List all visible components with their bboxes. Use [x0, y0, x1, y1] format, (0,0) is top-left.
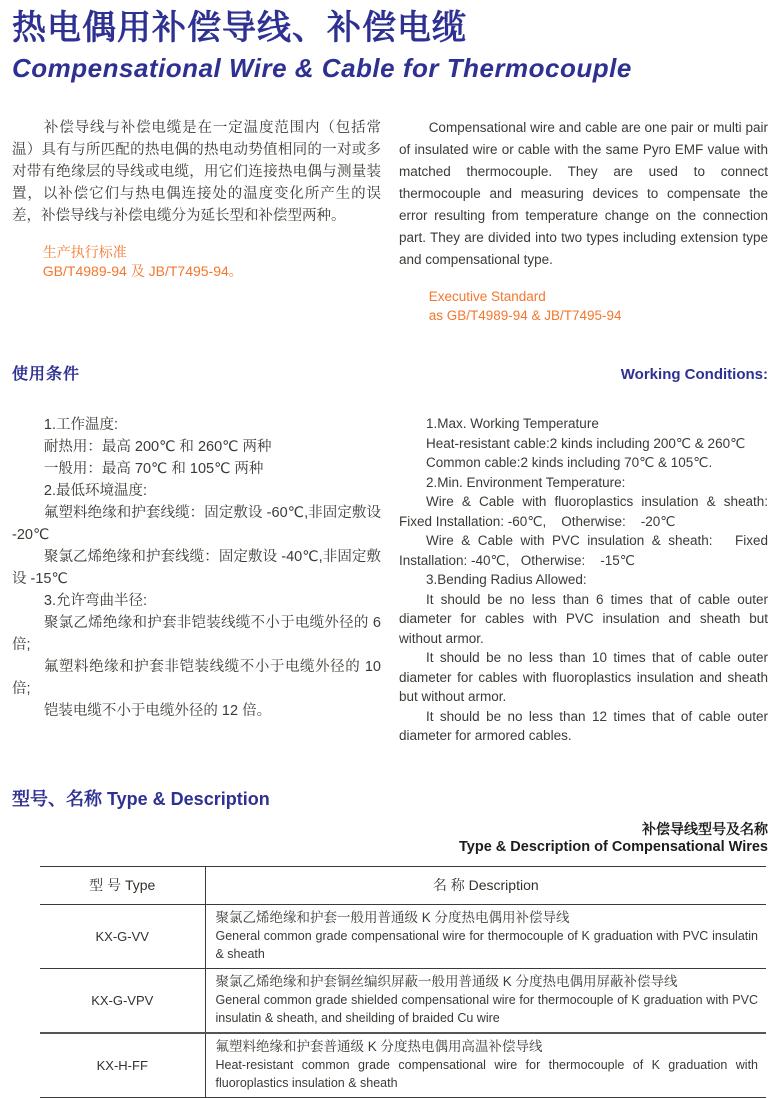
type-description-table — [40, 866, 766, 1098]
description-en: Heat-resistant common grade compensational wire for thermocouple of K graduation with fluoroplastics insulation & sheath — [215, 1057, 758, 1090]
table-subheading-zh: 补偿导线型号及名称 — [642, 820, 768, 837]
intro-column-zh — [12, 117, 381, 325]
intro-section — [12, 117, 768, 325]
column-header-description: 名 称 Description — [205, 866, 766, 904]
description-en: General common grade compensational wire for thermocouple of K graduation with PVC insulatin & sheath — [215, 928, 758, 961]
working-conditions-heading-zh: 使用条件 — [12, 366, 81, 383]
page-title-en: Compensational Wire & Cable for Thermocouple — [12, 53, 632, 83]
cond-en-line: 2.Min. Environment Temperature: — [426, 474, 626, 490]
executive-standard-zh — [43, 243, 381, 281]
cond-zh-line: 聚氯乙烯绝缘和护套非铠装线缆不小于电缆外径的 6 倍; — [12, 615, 381, 653]
cond-zh-line: 氟塑料绝缘和护套线缆：固定敷设 -60℃,非固定敷设 -20℃ — [12, 505, 381, 543]
cell-description — [205, 1033, 766, 1098]
type-description-heading: 型号、名称 Type & Description — [12, 788, 270, 809]
cond-zh-line: 氟塑料绝缘和护套非铠装线缆不小于电缆外径的 10 倍; — [12, 659, 381, 697]
cond-en-line: It should be no less than 12 times that of cable outer diameter for armored cables. — [399, 708, 772, 743]
standard-value-en: as GB/T4989-94 & JB/T7495-94 — [428, 308, 622, 323]
cell-description — [205, 968, 766, 1033]
table-subheading — [12, 820, 768, 856]
cond-en-line: Heat-resistant cable:2 kinds including 200℃ & 260℃ — [426, 435, 746, 451]
cond-en-line: It should be no less than 10 times that of cable outer diameter for cables with fluoroplastics insulation and sheath but without armor. — [399, 650, 772, 704]
standard-value-zh: GB/T4989-94 及 JB/T7495-94。 — [42, 263, 243, 279]
cell-type: KX-G-VV — [40, 904, 205, 968]
cond-en-line: Wire & Cable with fluoroplastics insulation & sheath: Fixed Installation: -60℃, Otherwise: -20℃ — [399, 494, 772, 529]
table-subheading-en: Type & Description of Compensational Wires — [459, 838, 768, 855]
intro-column-en — [399, 117, 768, 325]
description-zh: 聚氯乙烯绝缘和护套一般用普通级 K 分度热电偶用补偿导线 — [215, 909, 570, 925]
cond-zh-line: 2.最低环境温度: — [43, 483, 148, 499]
cell-type: KX-G-VPV — [40, 968, 205, 1033]
cond-zh-line: 铠装电缆不小于电缆外径的 12 倍。 — [43, 703, 272, 719]
working-conditions-heading-en: Working Conditions: — [620, 366, 768, 383]
executive-standard-en — [429, 287, 768, 325]
working-conditions-zh — [12, 414, 381, 746]
description-zh: 氟塑料绝缘和护套普通级 K 分度热电偶用高温补偿导线 — [215, 1038, 543, 1054]
description-en: General common grade shielded compensational wire for thermocouple of K graduation with PVC insulatin & sheath, and sheilding of braided Cu wire — [215, 992, 758, 1025]
cond-en-line: Wire & Cable with PVC insulation & sheath: Fixed Installation: -40℃, Otherwise: -15℃ — [399, 533, 772, 568]
cell-type: KX-H-FF — [40, 1033, 205, 1098]
working-conditions-en — [399, 414, 772, 746]
page-title-zh: 热电偶用补偿导线、补偿电缆 — [12, 9, 467, 47]
cond-zh-line: 3.允许弯曲半径: — [43, 593, 148, 609]
cond-en-line: 3.Bending Radius Allowed: — [426, 572, 587, 587]
column-header-type: 型 号 Type — [40, 866, 205, 904]
cond-en-line: It should be no less than 6 times that of cable outer diameter for cables with PVC insulation and sheath but without armor. — [399, 591, 772, 646]
standard-label-zh: 生产执行标准 — [42, 244, 127, 260]
cond-en-line: Common cable:2 kinds including 70℃ & 105℃. — [426, 455, 713, 470]
table-header-row — [40, 866, 766, 904]
cond-zh-line: 聚氯乙烯绝缘和护套线缆：固定敷设 -40℃,非固定敷设 -15℃ — [12, 549, 381, 587]
intro-paragraph-zh: 补偿导线与补偿电缆是在一定温度范围内（包括常温）具有与所匹配的热电偶的热电动势值相同的一对或多对带有绝缘层的导线或电缆，用它们连接热电偶与测量装置，以补偿它们与热电偶连接处的温度变化所产生的误差，补偿导线与补偿电缆分为延长型和补偿型两种。 — [12, 120, 381, 224]
table-row — [40, 1033, 766, 1098]
table-row — [40, 904, 766, 968]
cond-zh-line: 耐热用：最高 200℃ 和 260℃ 两种 — [43, 439, 272, 455]
cond-zh-line: 一般用：最高 70℃ 和 105℃ 两种 — [43, 461, 264, 477]
intro-paragraph-en: Compensational wire and cable are one pair or multi pair of insulated wire or cable with the same Pyro EMF value with matched thermocouple. They are used to connect thermocouple and measuring devices to compensate the error resulting from temperature change on the connection part. They are divided into two types including extension type and compensational type. — [399, 120, 768, 267]
working-conditions-heading — [12, 361, 768, 384]
description-zh: 聚氯乙烯绝缘和护套铜丝编织屏蔽一般用普通级 K 分度热电偶用屏蔽补偿导线 — [215, 973, 678, 989]
table-row — [40, 968, 766, 1033]
cell-description — [205, 904, 766, 968]
standard-label-en: Executive Standard — [428, 289, 546, 304]
cond-en-line: 1.Max. Working Temperature — [426, 416, 599, 431]
working-conditions-section — [12, 414, 772, 746]
cond-zh-line: 1.工作温度: — [43, 417, 119, 433]
